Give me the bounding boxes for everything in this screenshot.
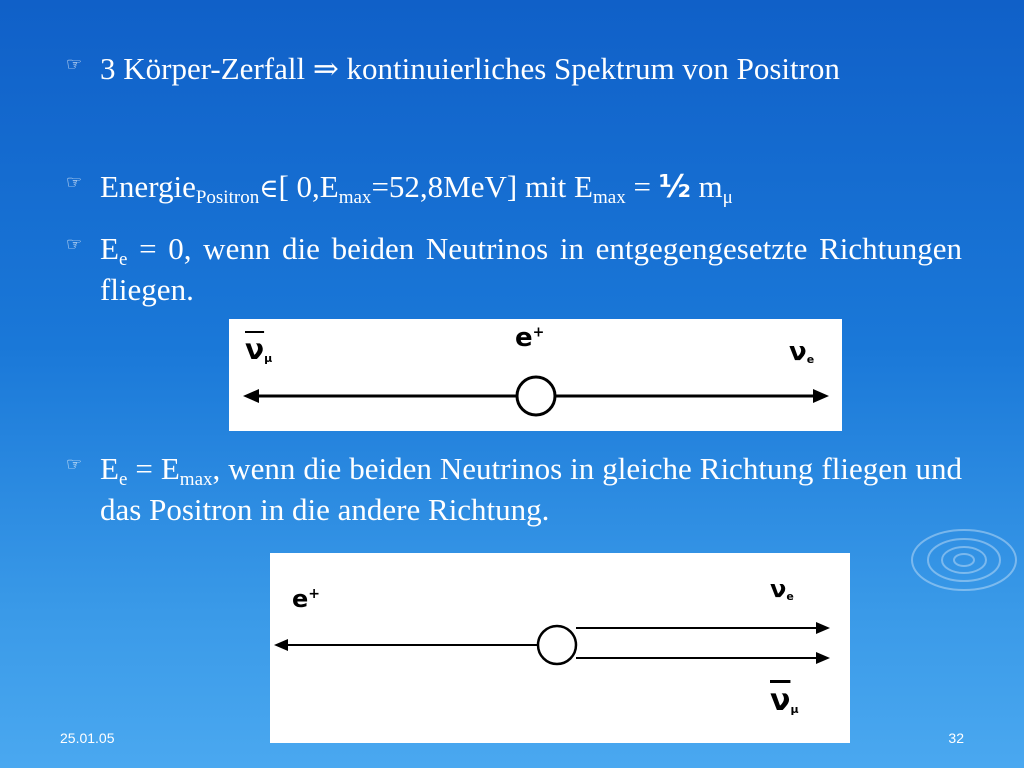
bullet-3 bbox=[66, 228, 962, 310]
pointing-hand-icon: ☞ bbox=[66, 54, 83, 75]
diagram-same-direction-arrows bbox=[270, 553, 850, 743]
bullet-2 bbox=[66, 166, 962, 210]
nu-mu-bar-label: $\overline{\nu}_\mu$ bbox=[245, 333, 273, 366]
footer-date: 25.01.05 bbox=[60, 730, 115, 746]
nu-e-label-2: $\nu_e$ bbox=[770, 575, 794, 603]
footer-page-number: 32 bbox=[948, 730, 964, 746]
bullet-3-text: $E_e = 0$, wenn die beiden Neutrinos in entgegengesetzte Richtungen fliegen. bbox=[100, 231, 962, 307]
positron-label: e+ bbox=[515, 323, 545, 353]
positron-label-2: e+ bbox=[292, 585, 321, 613]
diagram-opposite-directions bbox=[229, 319, 842, 431]
pointing-hand-icon: ☞ bbox=[66, 234, 83, 255]
pointing-hand-icon: ☞ bbox=[66, 172, 83, 193]
nu-e-label: $\nu_e$ bbox=[789, 337, 815, 367]
bullet-4 bbox=[66, 448, 962, 530]
bullet-4-text: $E_e = E_{max}$, wenn die beiden Neutrinos in gleiche Richtung fliegen und das Positron in die andere Richtung. bbox=[100, 451, 962, 527]
bullet-1-text: 3 Körper-Zerfall ⇒ kontinuierliches Spektrum von Positron bbox=[100, 51, 840, 86]
nu-mu-bar-label-2: $\overline{\nu}_\mu$ bbox=[770, 683, 799, 718]
bullet-2-text: Energie$_{Positron}$∈[ $0,E_{max}=52,8MeV$] mit $E_{max}$ = ½ $m_\mu$ bbox=[100, 169, 733, 208]
pointing-hand-icon: ☞ bbox=[66, 454, 83, 475]
diagram-same-direction bbox=[270, 553, 850, 743]
bullet-1 bbox=[66, 48, 962, 89]
